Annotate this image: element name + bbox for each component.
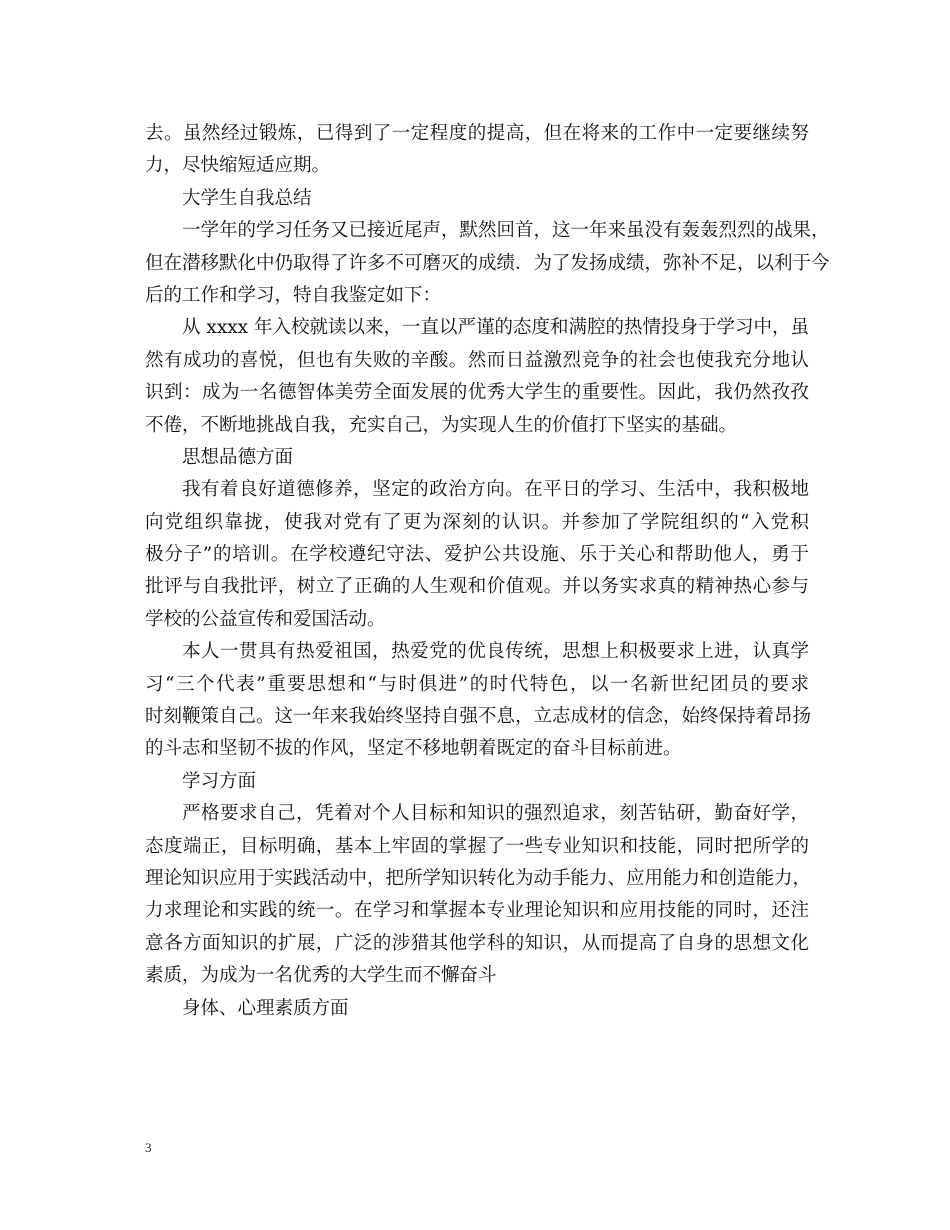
text-line: 不倦，不断地挑战自我，充实自己，为实现人生的价值打下坚实的基础。: [145, 414, 738, 436]
text-line: 态度端正，目标明确，基本上牢固的掌握了一些专业知识和技能，同时把所学的: [145, 835, 809, 857]
text-line: 思想品德方面: [182, 446, 294, 468]
text-line: 本人一贯具有热爱祖国，热爱党的优良传统，思想上积极要求上进，认真学: [182, 641, 809, 663]
text-line: 我有着良好道德修养，坚定的政治方向。在平日的学习、生活中，我积极地: [182, 479, 809, 501]
text-line: 然有成功的喜悦，但也有失败的辛酸。然而日益激烈竞争的社会也使我充分地认: [145, 349, 809, 371]
text-line: 素质，为成为一名优秀的大学生而不懈奋斗: [145, 965, 497, 987]
text-line: 身体、心理素质方面: [182, 997, 349, 1019]
text-line: 力求理论和实践的统一。在学习和掌握本专业理论知识和应用技能的同时，还注: [145, 900, 809, 922]
text-line: 理论知识应用于实践活动中，把所学知识转化为动手能力、应用能力和创造能力，: [145, 867, 812, 889]
text-line: 一学年的学习任务又已接近尾声，默然回首，这一年来虽没有轰轰烈烈的战果，: [182, 220, 830, 242]
text-line: 学习方面: [182, 770, 257, 792]
text-line: 习“三个代表”重要思想和“与时俱进”的时代特色，以一名新世纪团员的要求: [145, 673, 809, 695]
text-line: 极分子”的培训。在学校遵纪守法、爱护公共设施、乐于关心和帮助他人，勇于: [145, 544, 809, 566]
text-line: 向党组织靠拢，使我对党有了更为深刻的认识。并参加了学院组织的“入党积: [145, 511, 809, 533]
text-line: 意各方面知识的扩展，广泛的涉猎其他学科的知识，从而提高了自身的思想文化: [145, 932, 809, 954]
text-line: 去。虽然经过锻炼，已得到了一定程度的提高，但在将来的工作中一定要继续努: [145, 123, 809, 144]
text-line: 时刻鞭策自己。这一年来我始终坚持自强不息，立志成材的信念，始终保持着昂扬: [145, 706, 812, 728]
text-line: 学校的公益宣传和爱国活动。: [145, 608, 386, 630]
document-body: [145, 118, 830, 1025]
text-line: 批评与自我批评，树立了正确的人生观和价值观。并以务实求真的精神热心参与: [145, 576, 809, 598]
text-line: 从 xxxx 年入校就读以来，一直以严谨的态度和满腔的热情投身于学习中，虽: [182, 317, 809, 339]
text-line: 的斗志和坚韧不拔的作风，坚定不移地朝着既定的奋斗目标前进。: [145, 738, 682, 760]
text-line: 后的工作和学习，特自我鉴定如下：: [145, 284, 442, 306]
page-number: 3: [145, 1140, 152, 1155]
text-line: 但在潜移默化中仍取得了许多不可磨灭的成绩．为了发扬成绩，弥补不足，以利于今: [145, 252, 830, 274]
text-line: 大学生自我总结: [182, 187, 312, 209]
text-line: 严格要求自己，凭着对个人目标和知识的强烈追求，刻苦钻研，勤奋好学，: [182, 803, 809, 825]
text-line: 力，尽快缩短适应期。: [145, 155, 331, 177]
text-line: 识到：成为一名德智体美劳全面发展的优秀大学生的重要性。因此，我仍然孜孜: [145, 382, 809, 404]
